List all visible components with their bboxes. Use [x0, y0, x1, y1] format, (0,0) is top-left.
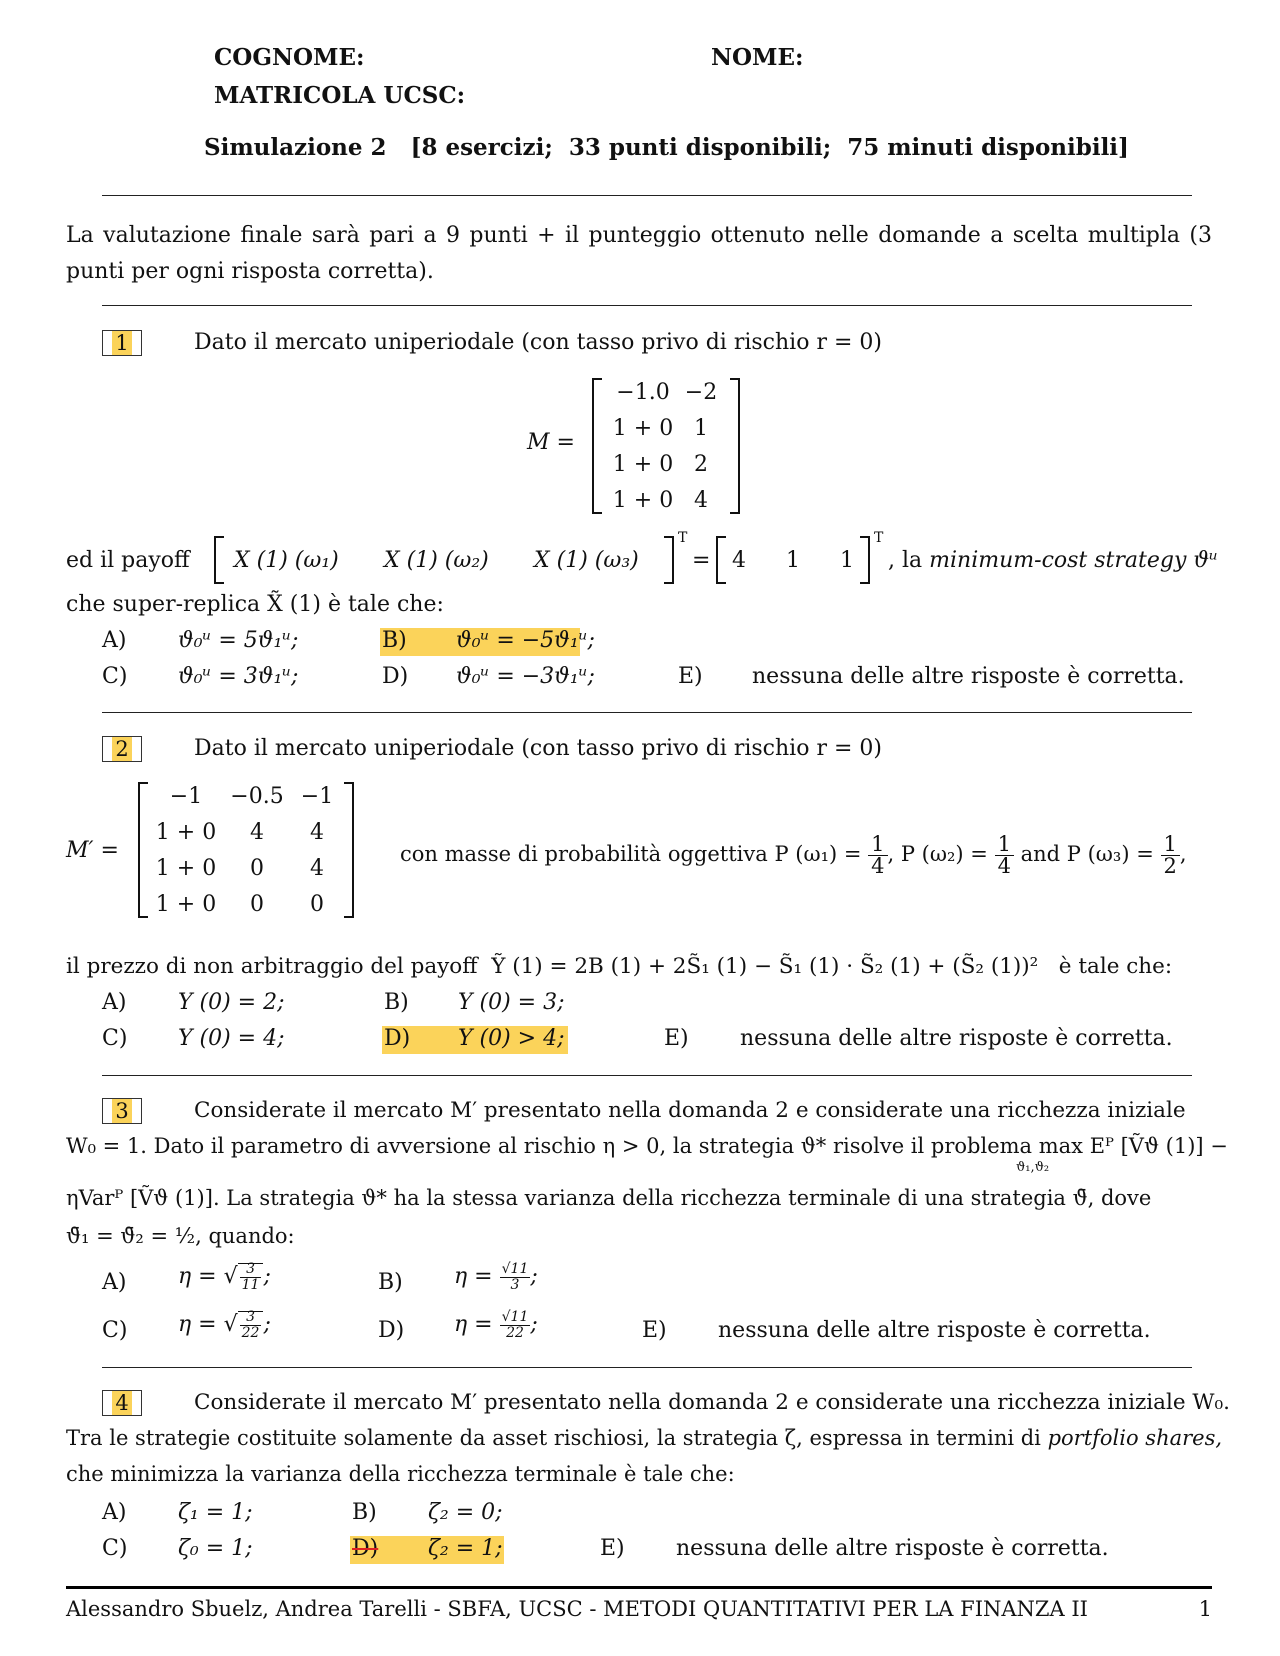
- q1-option-d[interactable]: ϑ₀ᵘ = −3ϑ₁ᵘ;: [456, 664, 595, 689]
- q2-option-c-label[interactable]: C): [102, 1026, 128, 1051]
- q1-option-c-label[interactable]: C): [102, 664, 128, 689]
- q1-option-e[interactable]: nessuna delle altre risposte è corretta.: [752, 664, 1185, 689]
- matrix-cell: 1 + 0: [155, 820, 217, 845]
- q2-stem: Dato il mercato uniperiodale (con tasso privo di rischio r = 0): [194, 736, 882, 761]
- matrix-cell: 1 + 0: [612, 416, 674, 441]
- matrix-cell: −1: [169, 784, 203, 809]
- q3-option-a-label[interactable]: A): [102, 1270, 127, 1295]
- q1-matrix-label: M =: [527, 430, 575, 455]
- q4-option-c-label[interactable]: C): [102, 1536, 128, 1561]
- question-number-2: 2: [102, 736, 142, 762]
- question-number-3: 3: [102, 1098, 142, 1124]
- q2-option-e[interactable]: nessuna delle altre risposte è corretta.: [740, 1026, 1173, 1051]
- matrix-cell: 1 + 0: [612, 452, 674, 477]
- q1-payoff-suffix: , la minimum-cost strategy ϑᵘ: [888, 548, 1218, 573]
- footer-rule: [66, 1586, 1212, 1589]
- q1-stem-continued: che super-replica X̃ (1) è tale che:: [66, 592, 444, 617]
- q4-option-c[interactable]: ζ₀ = 1;: [178, 1536, 253, 1561]
- q4-option-d-label[interactable]: D): [352, 1536, 379, 1561]
- matricola-label: MATRICOLA UCSC:: [214, 82, 466, 109]
- q3-option-e[interactable]: nessuna delle altre risposte è corretta.: [718, 1318, 1151, 1343]
- q2-option-d-label[interactable]: D): [384, 1026, 411, 1051]
- nome-label: NOME:: [711, 44, 804, 71]
- q1-payoff-vector: [214, 536, 674, 584]
- divider: [102, 1367, 1192, 1368]
- matrix-cell: −0.5: [230, 784, 284, 809]
- q3-option-b-label[interactable]: B): [378, 1270, 403, 1295]
- q3-option-d-label[interactable]: D): [378, 1318, 405, 1343]
- equals-sign: =: [692, 548, 711, 573]
- q3-option-b[interactable]: η = $\frac{√11}{3}$ ;: [454, 1261, 538, 1293]
- q1-option-d-label[interactable]: D): [382, 664, 409, 689]
- q3-line-3: ηVarᴾ [Ṽϑ (1)]. La strategia ϑ* ha la stessa varianza della ricchezza terminale di una strategia ϑ̄, dove: [66, 1186, 1152, 1210]
- q1-payoff-values: [716, 536, 870, 584]
- divider: [102, 1075, 1192, 1076]
- q2-option-d[interactable]: Y (0) > 4;: [458, 1026, 565, 1051]
- q2-matrix: [138, 782, 354, 918]
- q4-option-a-label[interactable]: A): [102, 1500, 127, 1525]
- q1-option-e-label[interactable]: E): [678, 664, 703, 689]
- matrix-cell: 0: [310, 892, 324, 917]
- vector-entry: X (1) (ω₁): [234, 548, 339, 573]
- q4-line-1: Considerate il mercato M′ presentato nella domanda 2 e considerate una ricchezza iniziale W₀.: [194, 1390, 1230, 1415]
- q2-option-b[interactable]: Y (0) = 3;: [458, 990, 565, 1015]
- divider: [102, 195, 1192, 196]
- matrix-cell: 4: [250, 820, 264, 845]
- matrix-cell: −1: [300, 784, 334, 809]
- q2-option-c[interactable]: Y (0) = 4;: [178, 1026, 285, 1051]
- q1-option-b[interactable]: ϑ₀ᵘ = −5ϑ₁ᵘ;: [456, 628, 595, 653]
- matrix-cell: 4: [310, 820, 324, 845]
- q2-option-a[interactable]: Y (0) = 2;: [178, 990, 285, 1015]
- q3-option-e-label[interactable]: E): [642, 1318, 667, 1343]
- q1-option-c[interactable]: ϑ₀ᵘ = 3ϑ₁ᵘ;: [178, 664, 299, 689]
- matrix-cell: 4: [694, 488, 708, 513]
- transpose-mark: T: [874, 530, 884, 546]
- q1-payoff-prefix: ed il payoff: [66, 548, 190, 573]
- q1-option-a-label[interactable]: A): [102, 628, 127, 653]
- q2-option-e-label[interactable]: E): [664, 1026, 689, 1051]
- q4-option-a[interactable]: ζ₁ = 1;: [178, 1500, 253, 1525]
- vector-entry: 1: [840, 548, 854, 573]
- vector-entry: X (1) (ω₃): [534, 548, 639, 573]
- q4-line-3: che minimizza la varianza della ricchezza terminale è tale che:: [66, 1462, 735, 1486]
- q2-option-a-label[interactable]: A): [102, 990, 127, 1015]
- matrix-cell: 2: [694, 452, 708, 477]
- vector-entry: 1: [786, 548, 800, 573]
- q2-probabilities: con masse di probabilità oggettiva P (ω₁) = $\frac{1}{4}$ , P (ω₂) = $\frac{1}{4}$ and P (ω₃) = $\frac{1}{2}$ ,: [400, 832, 1187, 878]
- footer-text: Alessandro Sbuelz, Andrea Tarelli - SBFA, UCSC - METODI QUANTITATIVI PER LA FINANZA II: [66, 1597, 1088, 1621]
- q1-matrix: [592, 378, 740, 514]
- cognome-label: COGNOME:: [214, 44, 365, 71]
- q3-option-c[interactable]: η = √ $\frac{3}{22}$ ;: [178, 1309, 271, 1341]
- matrix-cell: 1 + 0: [155, 892, 217, 917]
- q4-option-e[interactable]: nessuna delle altre risposte è corretta.: [676, 1536, 1109, 1561]
- vector-entry: 4: [732, 548, 746, 573]
- page-number: 1: [1198, 1597, 1212, 1621]
- matrix-cell: 1: [694, 416, 708, 441]
- transpose-mark: T: [678, 530, 688, 546]
- q4-option-b-label[interactable]: B): [352, 1500, 377, 1525]
- q2-matrix-label: M′ =: [66, 838, 119, 863]
- matrix-cell: 0: [250, 892, 264, 917]
- q3-option-a[interactable]: η = √ $\frac{3}{11}$ ;: [178, 1261, 271, 1293]
- matrix-cell: 1 + 0: [155, 856, 217, 881]
- vector-entry: X (1) (ω₂): [384, 548, 489, 573]
- q3-line-4: ϑ̄₁ = ϑ̄₂ = ½, quando:: [66, 1224, 295, 1248]
- footer: [66, 1597, 1212, 1621]
- q3-line-1: Considerate il mercato M′ presentato nella domanda 2 e considerate una ricchezza iniziale: [194, 1098, 1186, 1123]
- q3-max-subscript: ϑ₁,ϑ₂: [1016, 1160, 1050, 1175]
- q2-payoff-line: il prezzo di non arbitraggio del payoff Ỹ (1) = 2B (1) + 2S̃₁ (1) − S̃₁ (1) · S̃₂ (1) + (S̃₂ (1))² è tale che:: [66, 954, 1173, 979]
- matrix-cell: −2: [684, 380, 718, 405]
- divider: [102, 712, 1192, 713]
- question-number-4: 4: [102, 1390, 142, 1416]
- q4-option-e-label[interactable]: E): [600, 1536, 625, 1561]
- matrix-cell: 1 + 0: [612, 488, 674, 513]
- matrix-cell: −1.0: [616, 380, 670, 405]
- q3-option-d[interactable]: η = $\frac{√11}{22}$ ;: [454, 1309, 538, 1341]
- q3-line-2: W₀ = 1. Dato il parametro di avversione al rischio η > 0, la strategia ϑ* risolve il problema max Eᴾ [Ṽϑ (1)] −: [66, 1134, 1228, 1158]
- q4-option-b[interactable]: ζ₂ = 0;: [428, 1500, 503, 1525]
- q1-option-a[interactable]: ϑ₀ᵘ = 5ϑ₁ᵘ;: [178, 628, 299, 653]
- matrix-cell: 4: [310, 856, 324, 881]
- q2-option-b-label[interactable]: B): [384, 990, 409, 1015]
- intro-paragraph: La valutazione finale sarà pari a 9 punti + il punteggio ottenuto nelle domande a scelta multipla (3 punti per ogni risposta corretta).: [66, 223, 1212, 284]
- matrix-cell: 0: [250, 856, 264, 881]
- page-title: Simulazione 2 [8 esercizi; 33 punti disponibili; 75 minuti disponibili]: [204, 134, 1129, 161]
- q4-option-d[interactable]: ζ₂ = 1;: [428, 1536, 503, 1561]
- q3-option-c-label[interactable]: C): [102, 1318, 128, 1343]
- divider: [102, 305, 1192, 306]
- q1-option-b-label[interactable]: B): [382, 628, 407, 653]
- q1-stem: Dato il mercato uniperiodale (con tasso privo di rischio r = 0): [194, 330, 882, 355]
- question-number-1: 1: [102, 330, 142, 356]
- q4-line-2: Tra le strategie costituite solamente da asset rischiosi, la strategia ζ, espressa in termini di portfolio shares,: [66, 1426, 1223, 1450]
